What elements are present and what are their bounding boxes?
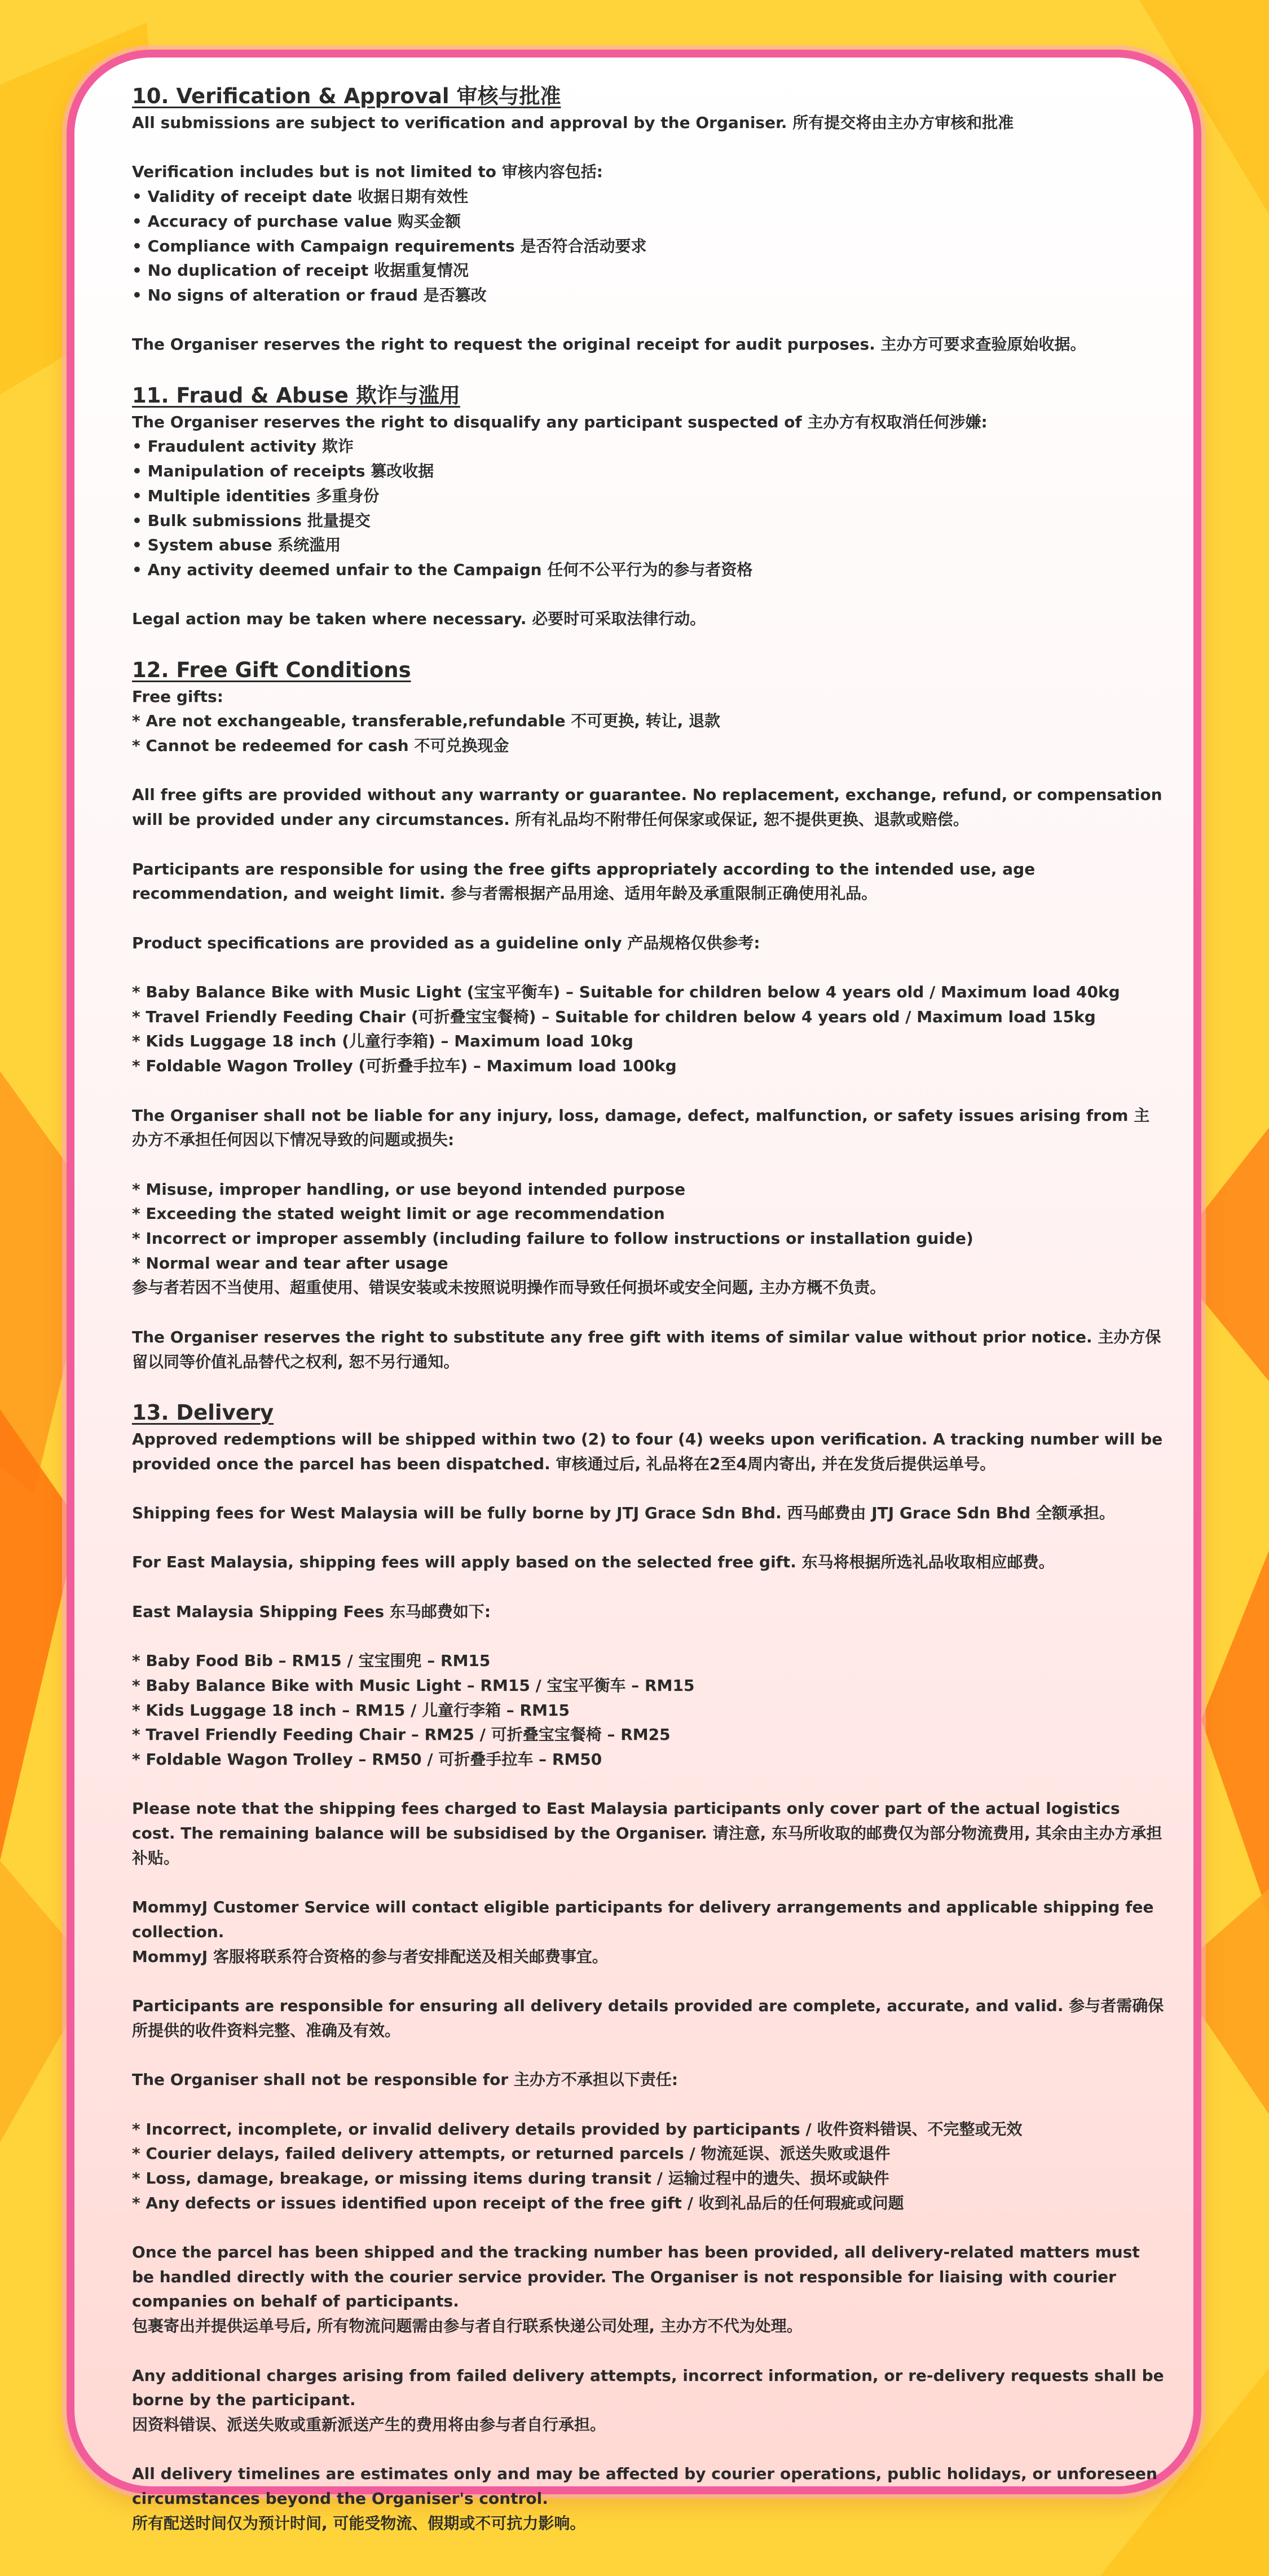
- bullet-item: * Cannot be redeemed for cash 不可兑换现金: [132, 736, 509, 755]
- section-heading: 10. Verification & Approval 审核与批准: [132, 84, 561, 108]
- paragraph-gap: [132, 2437, 1164, 2462]
- text-line: MommyJ Customer Service will contact eligible participants for delivery arrangements and applicable shipping fee collection.: [132, 1898, 1154, 1941]
- text-line: Participants are responsible for ensuring all delivery details provided are complete, accurate, and valid. 参与者需确保所提供的收件资料完整、准确及有效。: [132, 1996, 1164, 2040]
- paragraph-gap: [132, 582, 1164, 607]
- bullet-item: * Kids Luggage 18 inch – RM15 / 儿童行李箱 – RM15: [132, 1700, 570, 1720]
- section-gap: [132, 357, 1164, 382]
- bullet-item: • Compliance with Campaign requirements 是否符合活动要求: [132, 236, 647, 255]
- paragraph-gap: [132, 308, 1164, 333]
- bullet-item: * Foldable Wagon Trolley – RM50 / 可折叠手拉车 – RM50: [132, 1750, 602, 1769]
- text-line: Once the parcel has been shipped and the tracking number has been provided, all delivery-related matters must be handled directly with the courier service provider. The Organiser is not responsible for liaising with courier companies on behalf of participants.: [132, 2243, 1140, 2311]
- text-line: Please note that the shipping fees charged to East Malaysia participants only cover part of the actual logistics cost. The remaining balance will be subsidised by the Organiser. 请注意, 东马所收取的邮费仅为部分物流费用, 其余由主办方承担补贴。: [132, 1799, 1162, 1867]
- section-heading: 13. Delivery: [132, 1400, 274, 1425]
- paragraph-gap: [132, 2215, 1164, 2240]
- paragraph-gap: [132, 1871, 1164, 1895]
- bullet-item: * Normal wear and tear after usage: [132, 1253, 448, 1272]
- paragraph-gap: [132, 1300, 1164, 1325]
- text-line: The Organiser reserves the right to substitute any free gift with items of similar value without prior notice. 主办方保留以同等价值礼品替代之权利, 恕不另行通知。: [132, 1327, 1161, 1371]
- text-line: 所有配送时间仅为预计时间, 可能受物流、假期或不可抗力影响。: [132, 2513, 586, 2533]
- bullet-item: • Multiple identities 多重身份: [132, 486, 380, 505]
- paragraph-gap: [132, 1526, 1164, 1550]
- section-heading: 12. Free Gift Conditions: [132, 657, 411, 682]
- text-line: Any additional charges arising from failed delivery attempts, incorrect information, or re-delivery requests shall be borne by the participant.: [132, 2366, 1164, 2410]
- bullet-item: • No signs of alteration or fraud 是否篡改: [132, 285, 487, 304]
- paragraph-gap: [132, 955, 1164, 980]
- paragraph-gap: [132, 1624, 1164, 1649]
- bullet-item: * Exceeding the stated weight limit or age recommendation: [132, 1204, 665, 1223]
- bullet-item: • Bulk submissions 批量提交: [132, 511, 371, 530]
- text-line: All submissions are subject to verification and approval by the Organiser. 所有提交将由主办方审核和批准: [132, 113, 1014, 132]
- paragraph-gap: [132, 906, 1164, 931]
- text-line: All free gifts are provided without any warranty or guarantee. No replacement, exchange, refund, or compensation will be provided under any circumstances. 所有礼品均不附带任何保家或保证, 恕不提供更换、退款或赔偿。: [132, 785, 1162, 829]
- text-line: Shipping fees for West Malaysia will be fully borne by JTJ Grace Sdn Bhd. 西马邮费由 JTJ Grace Sdn Bhd 全额承担。: [132, 1504, 1115, 1523]
- section-heading: 11. Fraud & Abuse 欺诈与滥用: [132, 383, 460, 408]
- bullet-item: * Are not exchangeable, transferable,refundable 不可更换, 转让, 退款: [132, 712, 721, 731]
- bullet-item: * Any defects or issues identified upon receipt of the free gift / 收到礼品后的任何瑕疵或问题: [132, 2193, 904, 2212]
- terms-card: [67, 50, 1201, 2533]
- paragraph-gap: [132, 1152, 1164, 1177]
- paragraph-gap: [132, 1079, 1164, 1103]
- text-line: 参与者若因不当使用、超重使用、错误安装或未按照说明操作而导致任何损坏或安全问题, 主办方概不负责。: [132, 1278, 886, 1297]
- terms-content: [132, 82, 1164, 2535]
- text-line: Legal action may be taken where necessary. 必要时可采取法律行动。: [132, 609, 706, 629]
- bullet-item: • Manipulation of receipts 篡改收据: [132, 462, 434, 481]
- text-line: The Organiser shall not be responsible for 主办方不承担以下责任:: [132, 2070, 678, 2089]
- bullet-item: * Misuse, improper handling, or use beyond intended purpose: [132, 1179, 686, 1199]
- section-gap: [132, 1374, 1164, 1399]
- bullet-item: * Foldable Wagon Trolley (可折叠手拉车) – Maximum load 100kg: [132, 1057, 677, 1076]
- bullet-item: * Incorrect, incomplete, or invalid delivery details provided by participants / 收件资料错误、不完整或无效: [132, 2119, 1023, 2138]
- paragraph-gap: [132, 2092, 1164, 2117]
- bullet-item: * Baby Food Bib – RM15 / 宝宝围兜 – RM15: [132, 1651, 491, 1671]
- text-line: The Organiser reserves the right to disqualify any participant suspected of 主办方有权取消任何涉嫌:: [132, 412, 988, 431]
- bullet-item: * Incorrect or improper assembly (including failure to follow instructions or installation guide): [132, 1229, 973, 1248]
- text-line: 包裹寄出并提供运单号后, 所有物流问题需由参与者自行联系快递公司处理, 主办方不代为处理。: [132, 2317, 803, 2336]
- bullet-item: * Baby Balance Bike with Music Light (宝宝平衡车) – Suitable for children below 4 years old / Maximum load 40kg: [132, 983, 1120, 1002]
- text-line: Participants are responsible for using the free gifts appropriately according to the intended use, age recommendation, and weight limit. 参与者需根据产品用途、适用年龄及承重限制正确使用礼品。: [132, 859, 1036, 903]
- paragraph-gap: [132, 832, 1164, 857]
- paragraph-gap: [132, 2043, 1164, 2067]
- paragraph-gap: [132, 1476, 1164, 1501]
- bullet-item: • Any activity deemed unfair to the Campaign 任何不公平行为的参与者资格: [132, 560, 753, 579]
- bullet-item: * Travel Friendly Feeding Chair (可折叠宝宝餐椅) – Suitable for children below 4 years old / Maximum load 15kg: [132, 1007, 1096, 1026]
- text-line: Free gifts:: [132, 687, 223, 706]
- bullet-item: * Courier delays, failed delivery attempts, or returned parcels / 物流延误、派送失败或退件: [132, 2144, 891, 2163]
- paragraph-gap: [132, 2339, 1164, 2363]
- bullet-item: • Fraudulent activity 欺诈: [132, 437, 354, 456]
- section-gap: [132, 631, 1164, 656]
- bullet-item: • Accuracy of purchase value 购买金额: [132, 211, 461, 231]
- paragraph-gap: [132, 758, 1164, 783]
- bullet-item: • Validity of receipt date 收据日期有效性: [132, 187, 469, 206]
- bullet-item: * Travel Friendly Feeding Chair – RM25 / 可折叠宝宝餐椅 – RM25: [132, 1725, 671, 1744]
- bullet-item: • System abuse 系统滥用: [132, 536, 341, 555]
- bullet-item: * Kids Luggage 18 inch (儿童行李箱) – Maximum load 10kg: [132, 1032, 633, 1051]
- text-line: For East Malaysia, shipping fees will apply based on the selected free gift. 东马将根据所选礼品收取相应邮费。: [132, 1553, 1055, 1572]
- paragraph-gap: [132, 135, 1164, 160]
- bullet-item: • No duplication of receipt 收据重复情况: [132, 261, 469, 280]
- bullet-item: * Loss, damage, breakage, or missing items during transit / 运输过程中的遗失、损坏或缺件: [132, 2168, 889, 2188]
- paragraph-gap: [132, 1969, 1164, 1994]
- text-line: Product specifications are provided as a guideline only 产品规格仅供参考:: [132, 933, 760, 952]
- text-line: 因资料错误、派送失败或重新派送产生的费用将由参与者自行承担。: [132, 2415, 606, 2434]
- text-line: All delivery timelines are estimates only and may be affected by courier operations, public holidays, or unforeseen circumstances beyond the Organiser's control.: [132, 2464, 1157, 2508]
- text-line: The Organiser reserves the right to request the original receipt for audit purposes. 主办方可要求查验原始收据。: [132, 335, 1086, 354]
- paragraph-gap: [132, 1772, 1164, 1797]
- text-line: The Organiser shall not be liable for any injury, loss, damage, defect, malfunction, or safety issues arising from 主办方不承担任何因以下情况导致的问题或损失:: [132, 1106, 1150, 1150]
- paragraph-gap: [132, 1575, 1164, 1599]
- text-line: MommyJ 客服将联系符合资格的参与者安排配送及相关邮费事宜。: [132, 1947, 608, 1966]
- text-line: Approved redemptions will be shipped within two (2) to four (4) weeks upon verification. A tracking number will be provided once the parcel has been dispatched. 审核通过后, 礼品将在2至4周内寄出, 并在发货后提供运单号。: [132, 1429, 1163, 1473]
- bullet-item: * Baby Balance Bike with Music Light – RM15 / 宝宝平衡车 – RM15: [132, 1676, 695, 1695]
- text-line: East Malaysia Shipping Fees 东马邮费如下:: [132, 1602, 491, 1621]
- text-line: Verification includes but is not limited to 审核内容包括:: [132, 162, 603, 182]
